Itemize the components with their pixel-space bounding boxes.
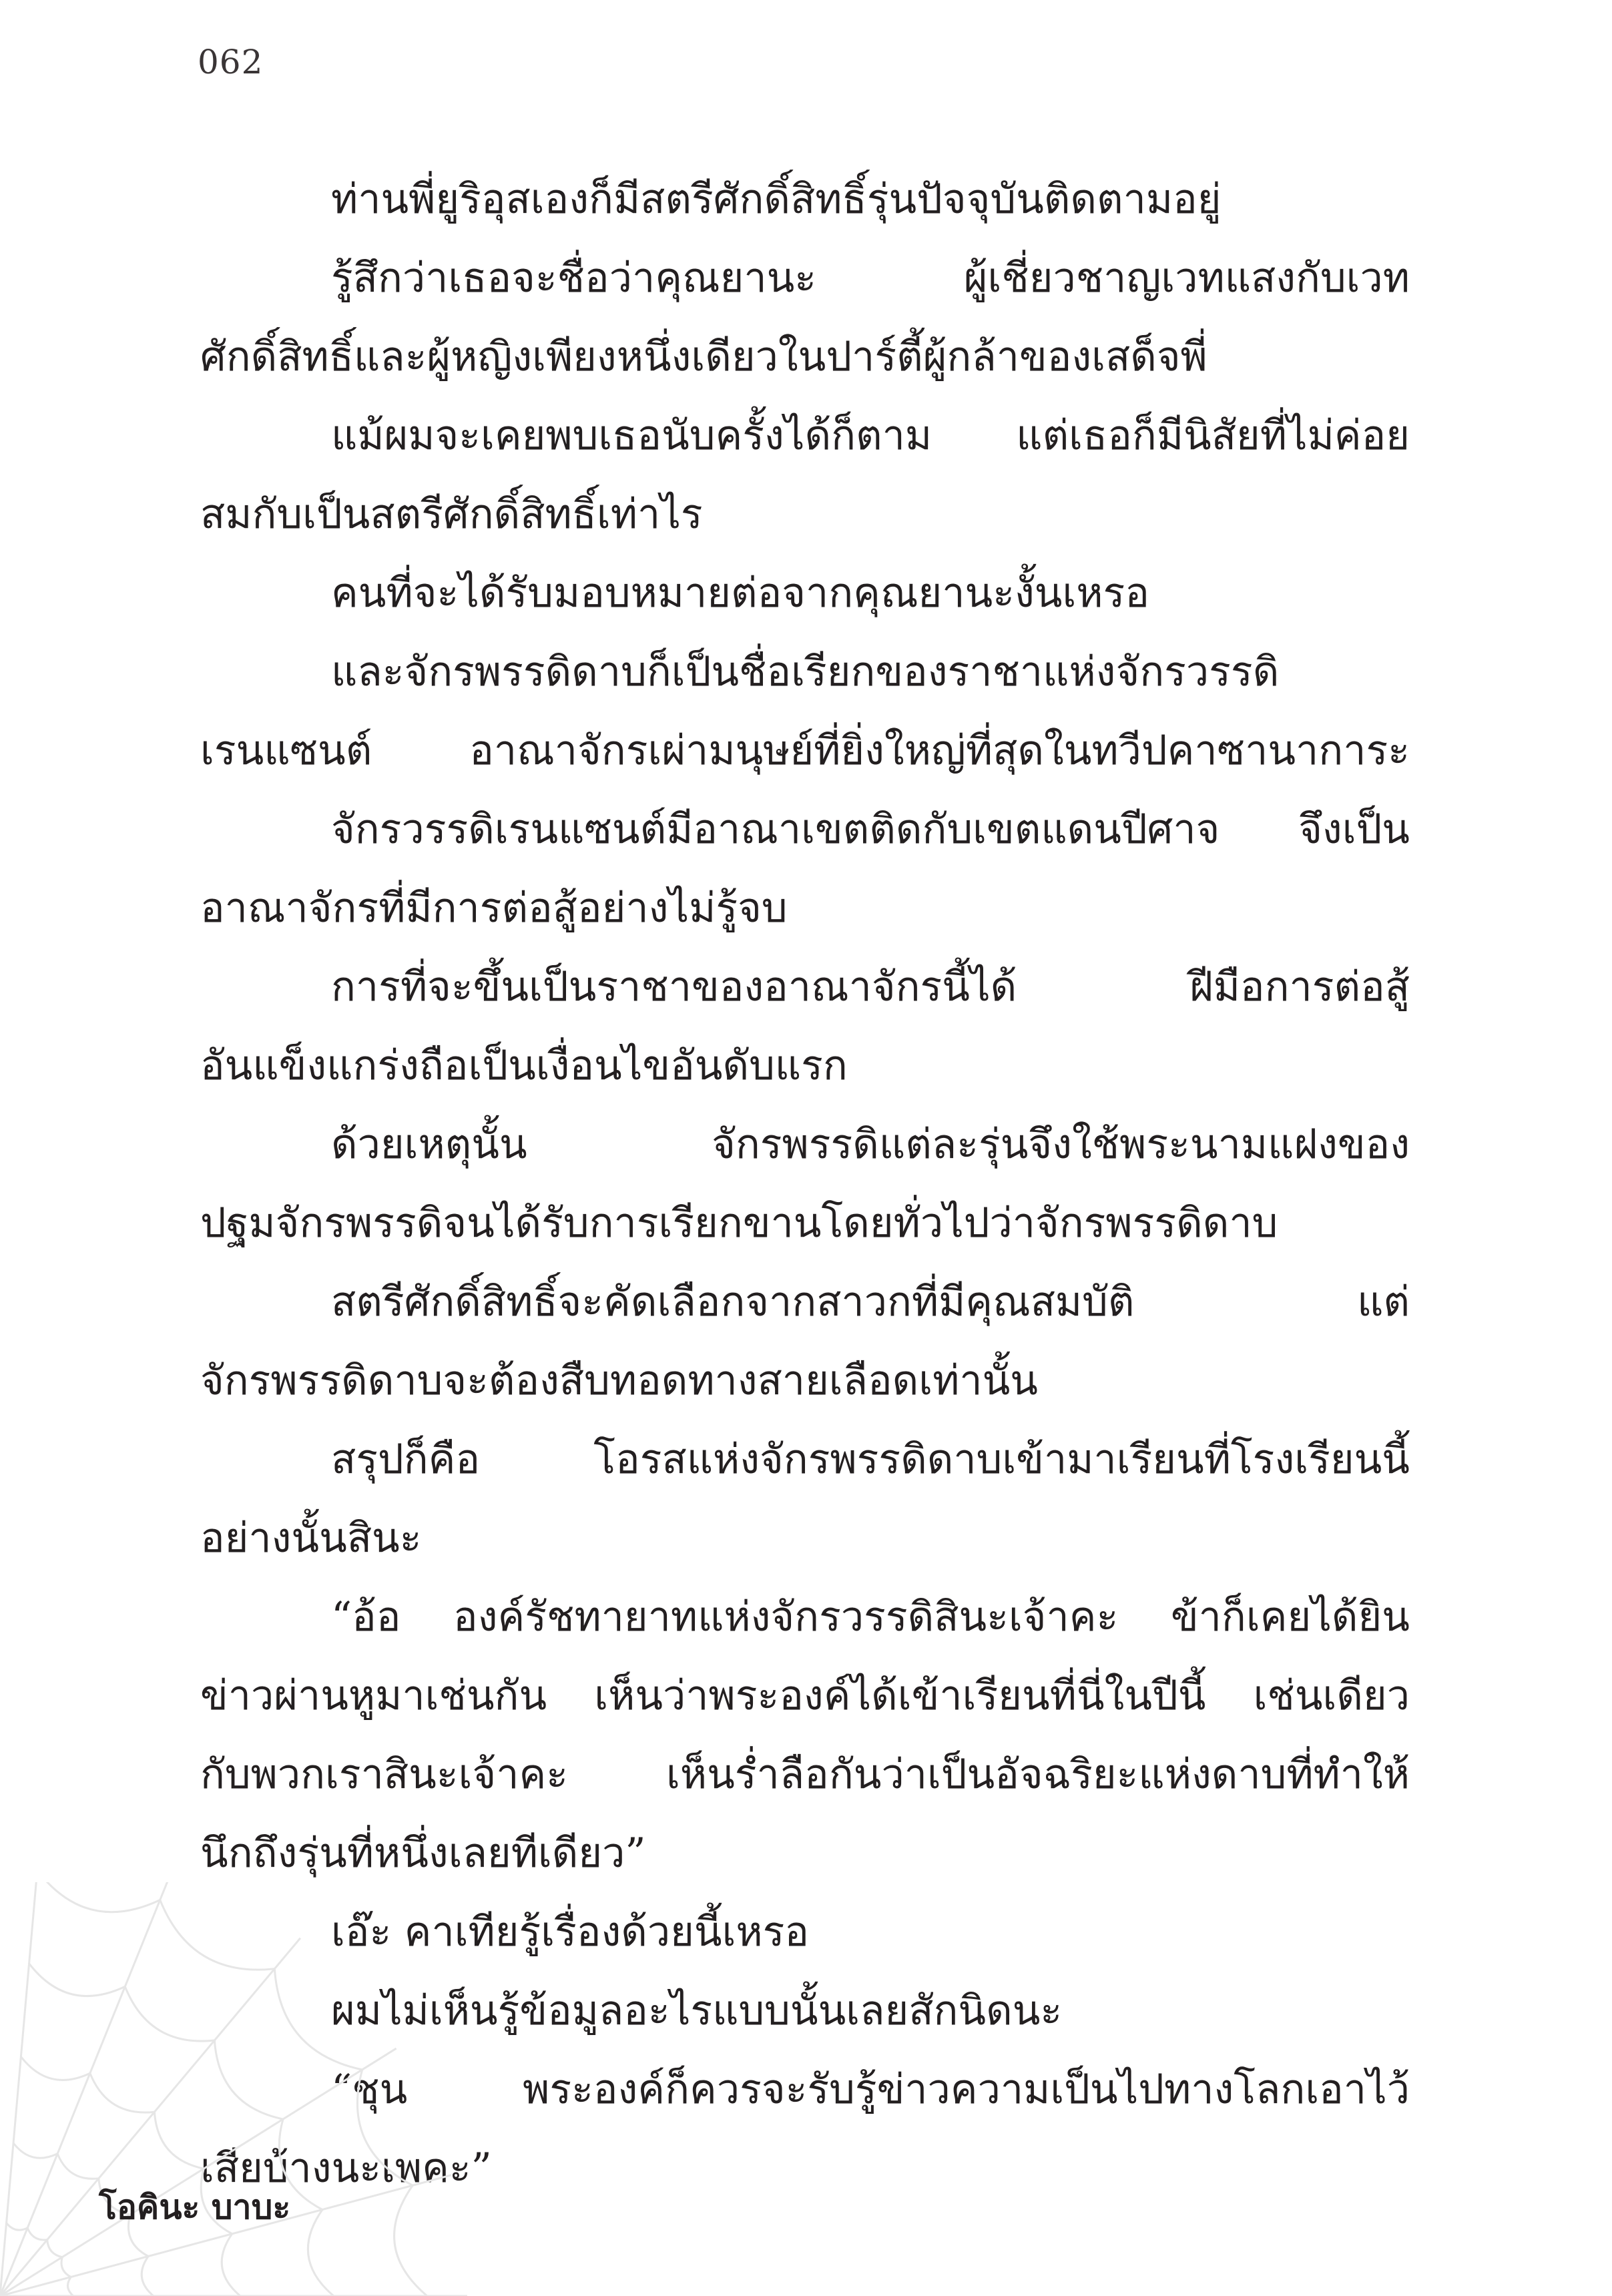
text-line: ศักดิ์สิทธิ์และผู้หญิงเพียงหนึ่งเดียวในปาร์ตี้ผู้กล้าของเสด็จพี่ <box>200 333 1207 380</box>
text-line: ปฐมจักรพรรดิจนได้รับการเรียกขานโดยทั่วไปว่าจักรพรรดิดาบ <box>200 1199 1278 1247</box>
text-line: จักรพรรดิดาบจะต้องสืบทอดทางสายเลือดเท่านั้น <box>200 1357 1038 1404</box>
text-line: เสียบ้างนะเพคะ” <box>200 2144 492 2192</box>
text-line: จักรวรรดิเรนแซนต์มีอาณาเขตติดกับเขตแดนปีศาจ จึงเป็น <box>331 806 1410 853</box>
text-line: “อ้อ องค์รัชทายาทแห่งจักรวรรดิสินะเจ้าคะ ข้าก็เคยได้ยิน <box>331 1593 1410 1641</box>
text-line: สรุปก็คือ โอรสแห่งจักรพรรดิดาบเข้ามาเรียนที่โรงเรียนนี้ <box>331 1436 1410 1483</box>
text-line: เอ๊ะ คาเทียรู้เรื่องด้วยนี้เหรอ <box>331 1908 810 1956</box>
text-line: แม้ผมจะเคยพบเธอนับครั้งได้ก็ตาม แต่เธอก็มีนิสัยที่ไม่ค่อย <box>331 412 1410 459</box>
page-number: 062 <box>198 43 264 81</box>
text-line: ข่าวผ่านหูมาเช่นกัน เห็นว่าพระองค์ได้เข้าเรียนที่นี่ในปีนี้ เช่นเดียว <box>200 1672 1410 1719</box>
text-line: นึกถึงรุ่นที่หนึ่งเลยทีเดียว” <box>200 1829 646 1877</box>
text-line: ผมไม่เห็นรู้ข้อมูลอะไรแบบนั้นเลยสักนิดนะ <box>331 1987 1063 2034</box>
text-line: คนที่จะได้รับมอบหมายต่อจากคุณยานะงั้นเหรอ <box>331 569 1149 617</box>
text-line: ท่านพี่ยูริอุสเองก็มีสตรีศักดิ์สิทธิ์รุ่นปัจจุบันติดตามอยู่ <box>331 176 1222 223</box>
text-line: การที่จะขึ้นเป็นราชาของอาณาจักรนี้ได้ ฝีมือการต่อสู้ <box>331 963 1410 1011</box>
text-line: อาณาจักรที่มีการต่อสู้อย่างไม่รู้จบ <box>200 884 788 932</box>
text-line: เรนแซนต์ อาณาจักรเผ่ามนุษย์ที่ยิ่งใหญ่ที่สุดในทวีปคาซานาการะ <box>200 727 1410 774</box>
text-line: สตรีศักดิ์สิทธิ์จะคัดเลือกจากสาวกที่มีคุณสมบัติ แต่ <box>331 1278 1410 1326</box>
text-line: รู้สึกว่าเธอจะชื่อว่าคุณยานะ ผู้เชี่ยวชาญเวทแสงกับเวท <box>331 254 1410 302</box>
text-line: กับพวกเราสินะเจ้าคะ เห็นร่ำลือกันว่าเป็นอัจฉริยะแห่งดาบที่ทำให้ <box>200 1751 1410 1798</box>
spider-web-icon <box>0 1882 467 2296</box>
text-line: ด้วยเหตุนั้น จักรพรรดิแต่ละรุ่นจึงใช้พระนามแฝงของ <box>331 1121 1410 1168</box>
text-line: สมกับเป็นสตรีศักดิ์สิทธิ์เท่าไร <box>200 491 703 538</box>
text-line: อย่างนั้นสินะ <box>200 1514 422 1562</box>
text-line: อันแข็งแกร่งถือเป็นเงื่อนไขอันดับแรก <box>200 1042 848 1089</box>
footer-author: โอคินะ บาบะ <box>99 2188 291 2227</box>
text-line: และจักรพรรดิดาบก็เป็นชื่อเรียกของราชาแห่งจักรวรรดิ <box>331 648 1280 695</box>
text-line: “ชุน พระองค์ก็ควรจะรับรู้ข่าวความเป็นไปทางโลกเอาไว้ <box>331 2066 1410 2113</box>
